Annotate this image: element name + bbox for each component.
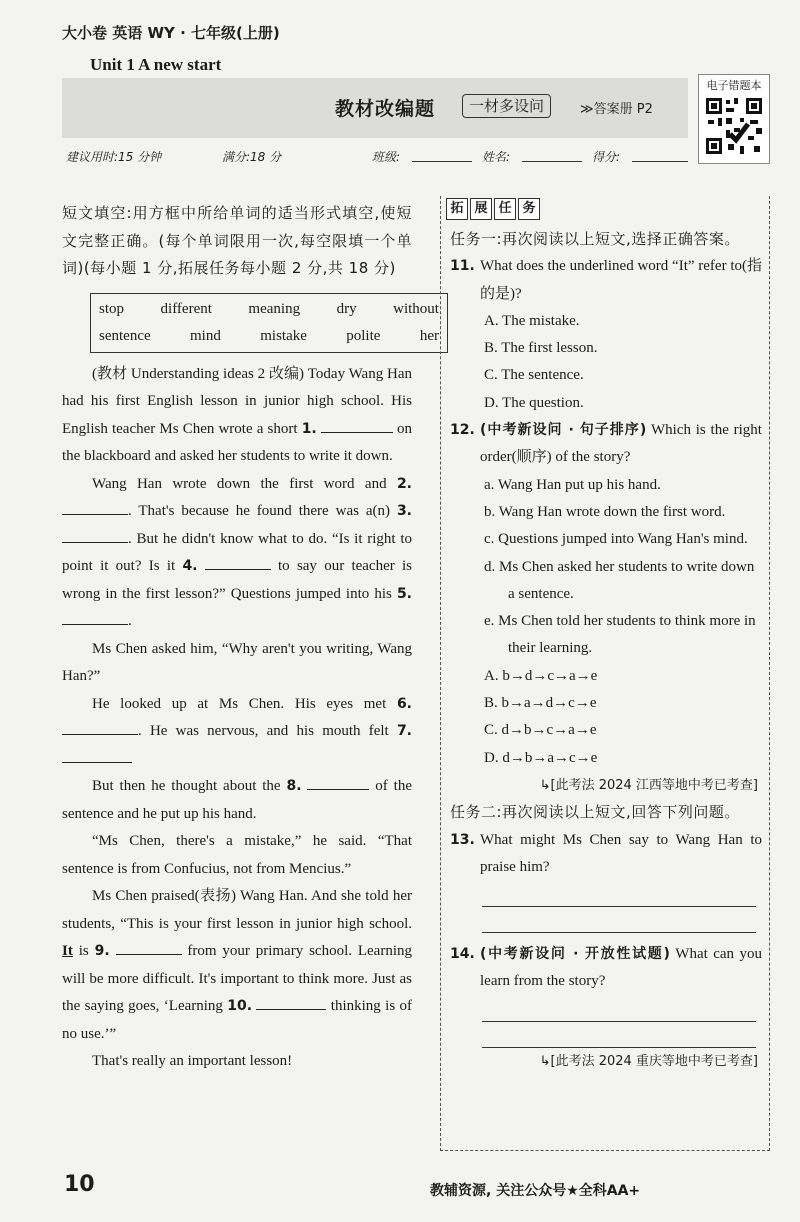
word-item: sentence [99, 327, 151, 344]
option[interactable]: C. d→b→c→a→e [484, 722, 597, 739]
blank-5[interactable] [62, 609, 128, 625]
option[interactable]: A. The mistake. [484, 312, 580, 329]
section-tag: 一材多设问 [462, 94, 551, 118]
score-label: 满分:18 分 [222, 150, 282, 164]
badge-char: 拓 [446, 198, 468, 220]
answer-reference: ≫答案册 P2 [580, 102, 653, 117]
word-item: mistake [260, 327, 307, 344]
paragraph-2 [62, 471, 412, 636]
text: . [128, 613, 132, 629]
question-text: What can you learn from the story? [480, 946, 762, 990]
note-text: [此考法 2024 江西等地中考已考查] [550, 777, 758, 793]
badge-char: 任 [494, 198, 516, 220]
word-item: without [393, 300, 439, 317]
text: Ms Chen praised(表扬) Wang Han. And she told her students, “This is your first lesson in junior high school. [62, 888, 412, 932]
blank-number: 5. [396, 585, 412, 602]
name-field[interactable] [522, 148, 582, 162]
paragraph-4 [62, 691, 412, 774]
source-note [450, 1048, 762, 1075]
badge-char: 务 [518, 198, 540, 220]
got-field[interactable] [632, 148, 688, 162]
answer-line[interactable] [482, 881, 756, 907]
word-item: stop [99, 300, 125, 317]
blank-number: 1. [301, 420, 317, 437]
extension-content [450, 226, 762, 1075]
task-2-heading: 任务二:再次阅读以上短文,回答下列问题。 [450, 803, 740, 822]
footer-watermark: 教辅资源, 关注公众号★全科AA+ [430, 1183, 641, 1199]
blank-2[interactable] [62, 499, 128, 515]
blank-9[interactable] [116, 939, 182, 955]
class-field[interactable] [412, 148, 472, 162]
text: But then he thought about the [92, 778, 287, 794]
text: He looked up at Ms Chen. His eyes met [92, 695, 397, 712]
arrow-icon: ↳ [539, 777, 551, 793]
qr-label: 电子错题本 [706, 79, 762, 92]
option[interactable]: D. The question. [484, 394, 584, 411]
blank-number: 7. [396, 723, 412, 739]
word-item: different [160, 300, 212, 317]
passage-column [62, 200, 439, 1076]
paragraph-6: “Ms Chen, there's a mistake,” he said. “That sentence is from Confucius, not from Mencius.” [62, 833, 412, 877]
text: Wang Han wrote down the first word and [92, 475, 397, 492]
text: on the blackboard and asked her students to write it down. [62, 420, 413, 464]
word-item: meaning [248, 300, 301, 317]
answer-line[interactable] [482, 907, 756, 933]
question-tag: (中考新设问 · 开放性试题) [480, 946, 670, 963]
unit-title: Unit 1 A new start [90, 55, 222, 74]
text: . That's because he found there was a(n) [128, 503, 397, 519]
blank-number: 8. [286, 778, 302, 794]
word-row [99, 323, 439, 350]
option[interactable]: D. d→b→a→c→e [484, 749, 598, 766]
story-item: d. Ms Chen asked her students to write down a sentence. [484, 558, 755, 602]
arrow-icon: ↳ [539, 1053, 551, 1069]
name-label: 姓名: [482, 150, 511, 164]
text: . He was nervous, and his mouth felt [138, 723, 397, 739]
word-box [90, 293, 448, 353]
word-item: her [419, 327, 439, 344]
instructions: 短文填空:用方框中所给单词的适当形式填空,使短文完整正确。(每个单词限用一次,每空限填一个单词)(每小题 1 分,拓展任务每小题 2 分,共 18 分) [62, 204, 412, 277]
word-item: mind [190, 327, 221, 344]
text: to say our teacher is wrong in the first lesson?” Questions jumped into his [62, 558, 412, 602]
blank-3[interactable] [62, 527, 128, 543]
text: from your primary school. Learning will be more difficult. It's important to think more. Just as the saying goes, ‘Learning [62, 943, 412, 1014]
answer-line[interactable] [482, 1022, 756, 1048]
option[interactable]: B. b→a→d→c→e [484, 695, 597, 712]
paragraph-5 [62, 773, 412, 828]
question-text: What might Ms Chen say to Wang Han to praise him? [480, 831, 762, 875]
story-item: b. Wang Han wrote down the first word. [484, 503, 726, 520]
text: thinking is of no use.’” [62, 998, 413, 1042]
badge-char: 展 [470, 198, 492, 220]
word-item: polite [346, 327, 381, 344]
text: (教材 Understanding ideas 2 改编) Today Wang Han had his first English lesson in junior high school. His English teacher Ms Chen wrote a short [62, 365, 412, 437]
text: is [72, 943, 95, 959]
blank-number: 3. [396, 503, 412, 519]
paragraph-8: That's really an important lesson! [92, 1053, 293, 1069]
option[interactable]: C. The sentence. [484, 367, 584, 384]
answer-line[interactable] [482, 996, 756, 1022]
task-1-heading: 任务一:再次阅读以上短文,选择正确答案。 [450, 230, 740, 248]
class-label: 班级: [372, 150, 401, 164]
question-12 [450, 417, 762, 472]
time-label: 建议用时:15 分钟 [66, 150, 162, 164]
question-11 [450, 253, 762, 308]
paragraph-1 [62, 361, 412, 471]
blank-number: 10. [227, 998, 253, 1014]
question-number: 14. [450, 946, 475, 963]
qr-panel [698, 74, 770, 164]
question-13 [450, 827, 762, 882]
blank-1[interactable] [321, 417, 393, 433]
section-title: 教材改编题 [335, 98, 436, 120]
blank-6[interactable] [62, 719, 138, 735]
blank-7[interactable] [62, 747, 132, 763]
book-title: 大小卷 英语 WY · 七年级(上册) [62, 24, 280, 42]
option[interactable]: B. The first lesson. [484, 340, 598, 357]
story-item: e. Ms Chen told her students to think more in their learning. [484, 613, 756, 657]
blank-4[interactable] [205, 554, 271, 570]
question-number: 12. [450, 422, 475, 439]
question-14 [450, 941, 762, 996]
source-note [450, 772, 762, 799]
text: . But he didn't know what to do. “Is it right to point it out? Is it [62, 530, 412, 574]
option[interactable]: A. b→d→c→a→e [484, 667, 598, 684]
qr-code-icon [704, 96, 764, 156]
blank-number: 4. [182, 558, 198, 574]
story-item: c. Questions jumped into Wang Han's mind. [484, 531, 748, 548]
paragraph-7 [62, 883, 412, 1048]
question-tag: (中考新设问 · 句子排序) [480, 422, 647, 439]
got-label: 得分: [592, 150, 621, 164]
blank-number: 9. [94, 943, 110, 959]
page-number: 10 [64, 1172, 95, 1197]
word-item: dry [336, 300, 357, 317]
word-row [99, 296, 439, 323]
note-text: [此考法 2024 重庆等地中考已考查] [550, 1053, 758, 1069]
question-number: 13. [450, 831, 475, 848]
extension-badge [446, 198, 542, 220]
blank-number: 6. [396, 695, 412, 712]
info-row [62, 148, 692, 170]
blank-8[interactable] [307, 774, 369, 790]
question-number: 11. [450, 258, 475, 275]
blank-10[interactable] [256, 994, 326, 1010]
underlined-word: It [62, 943, 73, 959]
question-text: What does the underlined word “It” refer to(指的是)? [480, 258, 762, 302]
story-item: a. Wang Han put up his hand. [484, 476, 661, 493]
question-text: Which is the right order(顺序) of the story? [480, 422, 762, 466]
paragraph-3: Ms Chen asked him, “Why aren't you writing, Wang Han?” [62, 640, 412, 684]
text: of the sentence and he put up his hand. [62, 778, 412, 822]
blank-number: 2. [396, 475, 412, 492]
